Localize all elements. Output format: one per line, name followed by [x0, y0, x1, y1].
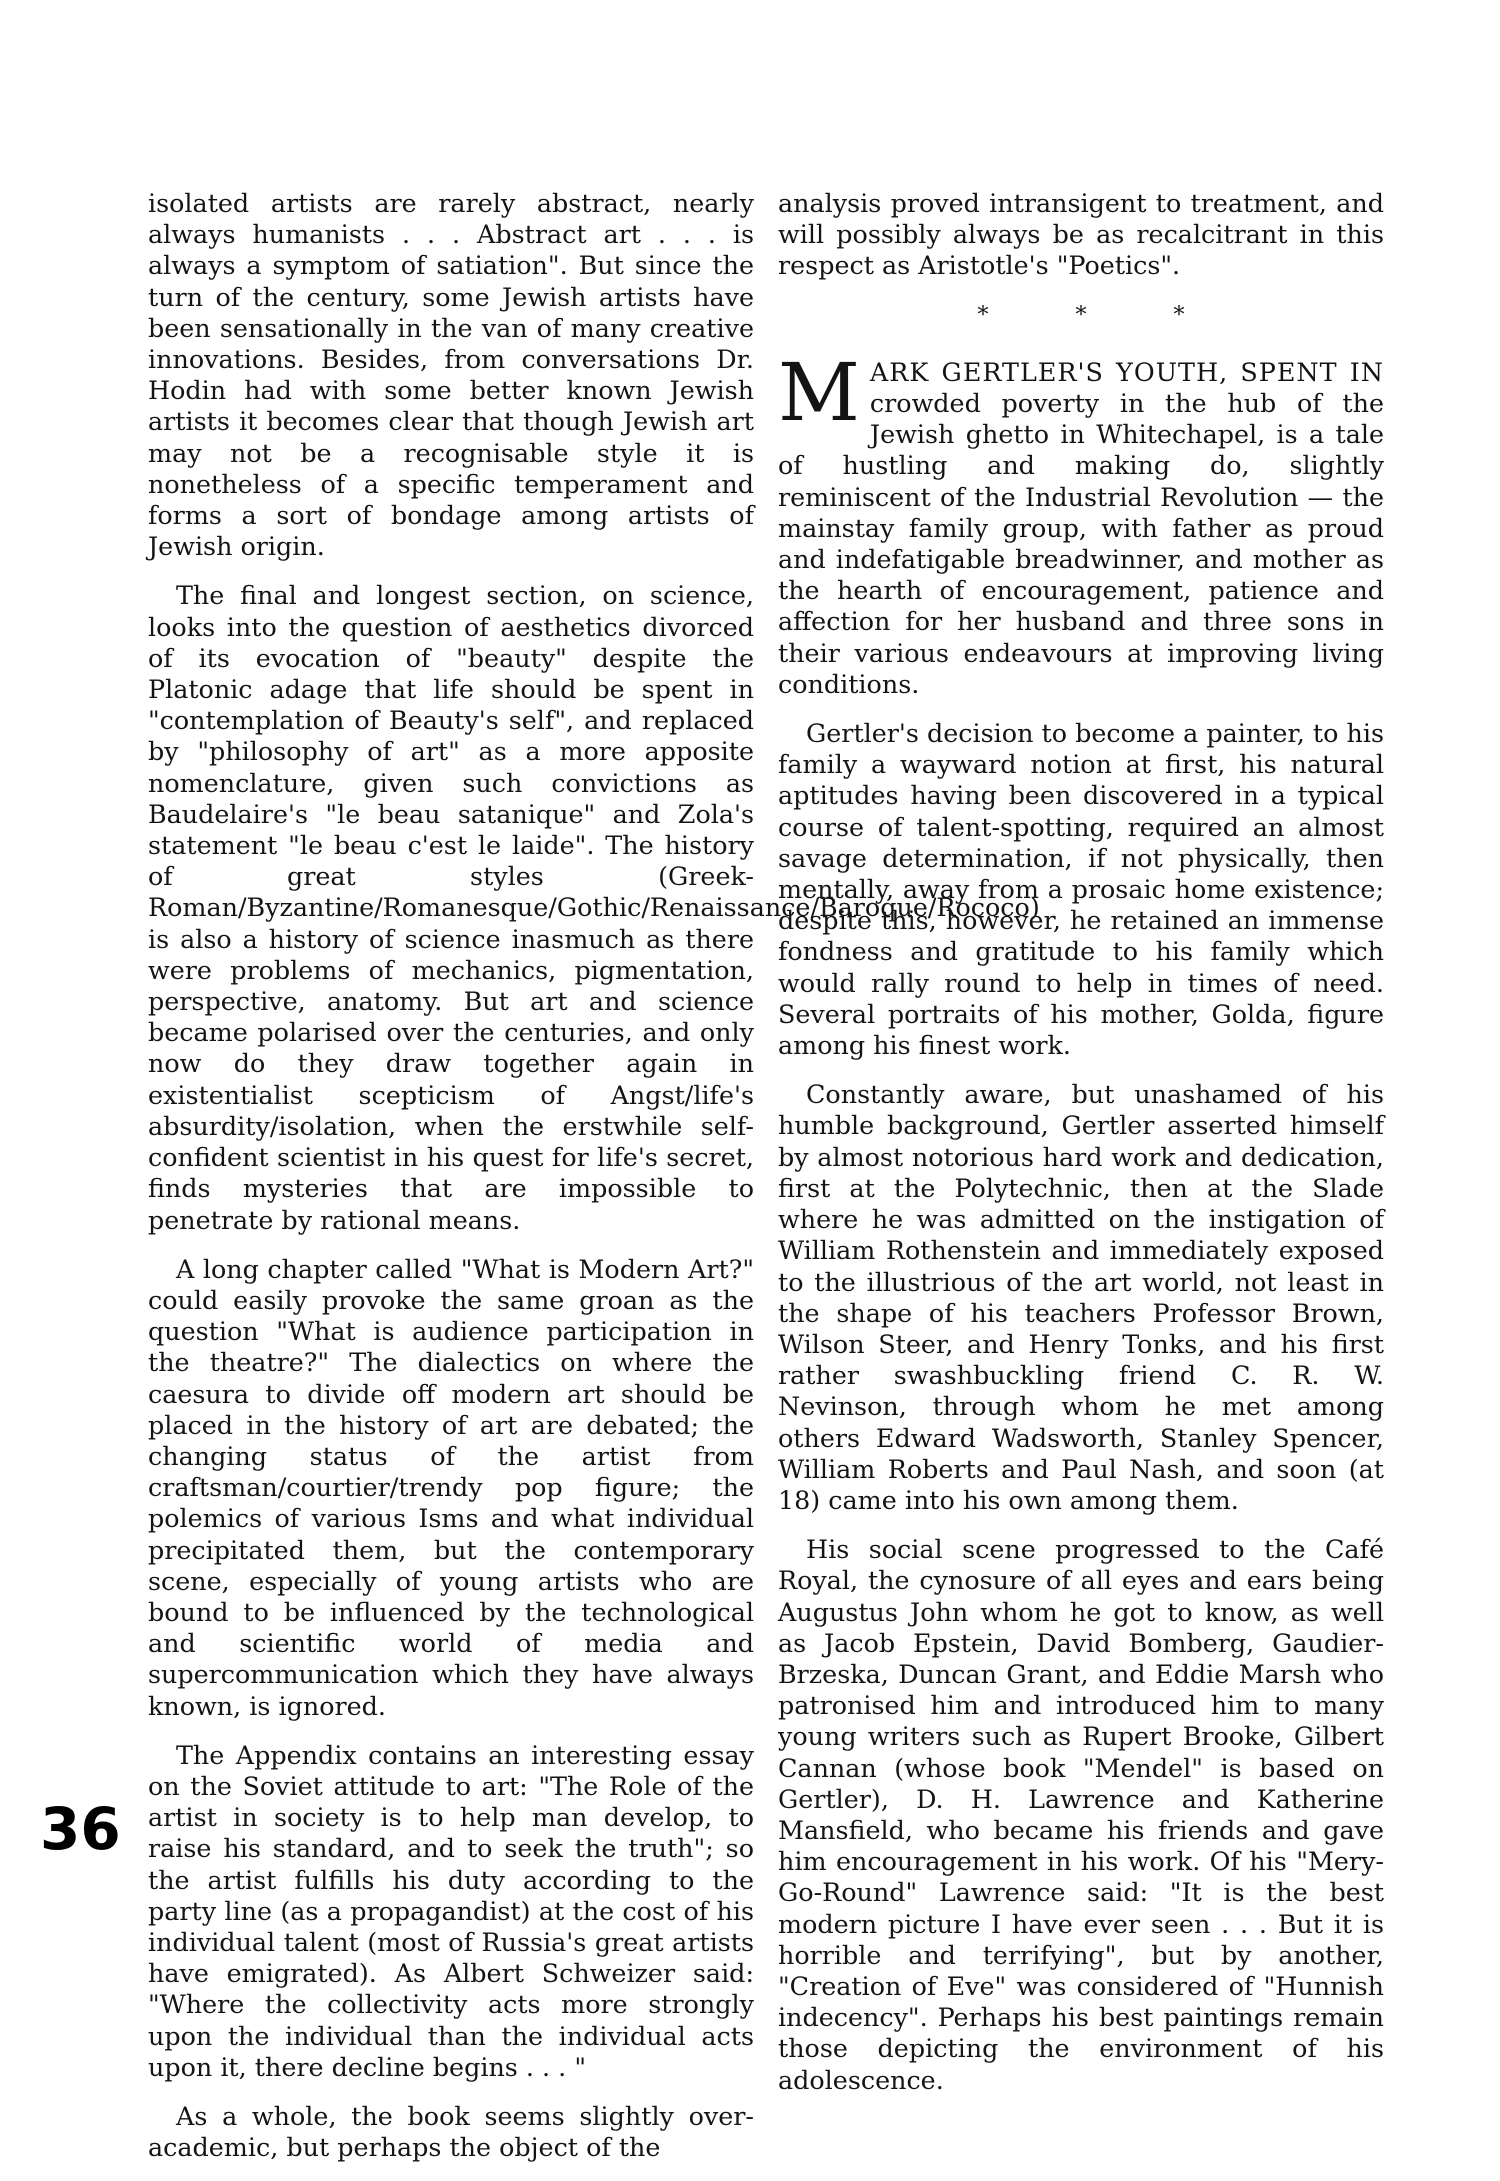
- left-column: [148, 188, 1040, 2181]
- left-paragraph-4: The Appendix contains an interesting essay on the Soviet attitude to art: "The Role of the artist in society is to help man develop, to raise his standard, and to seek the truth"; so the artist fulfills his duty according to the party line (as a propagandist) at the cost of his individual talent (most of Russia's great artists have emigrated). As Albert Schweizer said: "Where the collectivity acts more strongly upon the individual than the individual acts upon it, there decline begins . . . ": [148, 1739, 754, 2082]
- section-break: * * *: [977, 302, 1225, 328]
- opening-caps: ARK GERTLER'S YOUTH, SPENT IN: [869, 356, 1384, 387]
- left-paragraph-1: isolated artists are rarely abstract, nearly always humanists . . . Abstract art . . . is always a symptom of satiation". But since the turn of the century, some Jewish artists have been sensationally in the van of many creative innovations. Besides, from conversations Dr. Hodin had with some better known Jewish artists it becomes clear that though Jewish art may not be a recognisable style it is nonetheless of a specific temperament and forms a sort of bondage among artists of Jewish origin.: [148, 188, 754, 562]
- opening-rest: crowded poverty in the hub of the Jewish ghetto in Whitechapel, is a tale of hustling and making do, slightly reminiscent of the Industrial Revolution — the mainstay family group, with father as proud and indefatigable breadwinner, and mother as the hearth of encouragement, patience and affection for her husband and three sons in their various endeavours at improving living conditions.: [778, 388, 1384, 699]
- right-paragraph-2: Constantly aware, but unashamed of his humble background, Gertler asserted himself by almost notorious hard work and dedication, first at the Polytechnic, then at the Slade where he was admitted on the instigation of William Rothenstein and immediately exposed to the illustrious of the art world, not least in the shape of his teachers Professor Brown, Wilson Steer, and Henry Tonks, and his first rather swashbuckling friend C. R. W. Nevinson, through whom he met among others Edward Wadsworth, Stanley Spencer, William Roberts and Paul Nash, and soon (at 18) came into his own among them.: [778, 1079, 1384, 1515]
- right-paragraph-1: Gertler's decision to become a painter, to his family a wayward notion at first, his natural aptitudes having been discovered in a typical course of talent-spotting, required an almost savage determination, if not physically, then mentally, away from a prosaic home existence; despite this, however, he retained an immense fondness and gratitude to his family which would rally round to help in times of need. Several portraits of his mother, Golda, figure among his finest work.: [778, 718, 1384, 1061]
- left-paragraph-3: A long chapter called "What is Modern Art?" could easily provoke the same groan as the question "What is audience participation in the theatre?" The dialectics on where the caesura to divide off modern art should be placed in the history of art are debated; the changing status of the artist from craftsman/courtier/trendy pop figure; the polemics of various Isms and what individual precipitated them, but the contemporary scene, especially of young artists who are bound to be influenced by the technological and scientific world of media and supercommunication which they have always known, is ignored.: [148, 1253, 754, 1721]
- opening-paragraph: [778, 345, 1384, 700]
- left-paragraph-5: As a whole, the book seems slightly over-academic, but perhaps the object of the: [148, 2100, 754, 2163]
- left-paragraph-2: The final and longest section, on science, looks into the question of aesthetics divorced of its evocation of "beauty" despite the Platonic adage that life should be spent in "contemplation of Beauty's self", and replaced by "philosophy of art" as a more apposite nomenclature, given such convictions as Baudelaire's "le beau satanique" and Zola's statement "le beau c'est le laide". The history of great styles (Greek-Roman/Byzantine/Romanesque/Gothic/Renaissance/Baroque/Rococo) is also a history of science inasmuch as there were problems of mechanics, pigmentation, perspective, anatomy. But art and science became polarised over the centuries, and only now do they draw together again in existentialist scepticism of Angst/life's absurdity/isolation, when the erstwhile self-confident scientist in his quest for life's secret, finds mysteries that are impossible to penetrate by rational means.: [148, 580, 1040, 1235]
- right-column: [778, 188, 1384, 2114]
- right-continuation: analysis proved intransigent to treatment, and will possibly always be as recalcitrant in this respect as Aristotle's "Poetics".: [778, 188, 1384, 281]
- right-paragraph-3: His social scene progressed to the Café Royal, the cynosure of all eyes and ears being Augustus John whom he got to know, as well as Jacob Epstein, David Bomberg, Gaudier-Brzeska, Duncan Grant, and Eddie Marsh who patronised him and introduced him to many young writers such as Rupert Brooke, Gilbert Cannan (whose book "Mendel" is based on Gertler), D. H. Lawrence and Katherine Mansfield, who became his friends and gave him encouragement in his work. Of his "Mery-Go-Round" Lawrence said: "It is the best modern picture I have ever seen . . . But it is horrible and terrifying", but by another, "Creation of Eve" was considered of "Hunnish indecency". Perhaps his best paintings remain those depicting the environment of his adolescence.: [778, 1534, 1384, 2095]
- drop-cap: M: [778, 345, 860, 439]
- page-number: 36: [40, 1795, 121, 1863]
